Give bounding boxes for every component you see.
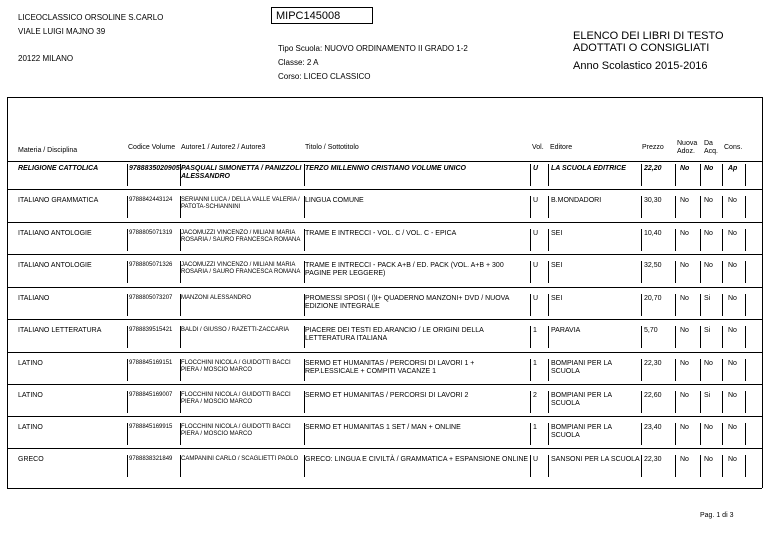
cell-divider <box>641 261 642 283</box>
cell-divider <box>745 229 746 251</box>
cell-divider <box>304 294 305 316</box>
cell-divider <box>530 261 531 283</box>
cell-divider <box>530 455 531 477</box>
cell-autori: JACOMUZZI VINCENZO / MILIANI MARIA ROSARIA / SAURO FRANCESCA ROMANA <box>181 262 301 275</box>
cell-titolo: TERZO MILLENNIO CRISTIANO VOLUME UNICO <box>305 165 466 172</box>
cell-titolo: GRECO: LINGUA E CIVILTÀ / GRAMMATICA + ESPANSIONE ONLINE <box>305 456 529 463</box>
col-materia: Materia / Disciplina <box>18 147 78 154</box>
cell-divider <box>304 164 305 186</box>
cell-titolo: SERMO ET HUMANITAS 1 SET / MAN + ONLINE <box>305 424 461 431</box>
cell-autori: CAMPANINI CARLO / SCAGLIETTI PAOLO <box>181 456 299 462</box>
cell-divider <box>675 359 676 381</box>
cell-prezzo: 22,20 <box>644 165 662 172</box>
col-codice: Codice Volume <box>128 144 176 151</box>
cell-da: Si <box>704 327 711 334</box>
cell-divider <box>722 229 723 251</box>
doc-title-line1: ELENCO DEI LIBRI DI TESTO <box>573 30 724 42</box>
cell-materia: ITALIANO <box>18 295 50 302</box>
cell-divider <box>548 391 549 413</box>
cell-editore: PARAVIA <box>551 327 581 334</box>
cell-divider <box>675 261 676 283</box>
cell-divider <box>548 326 549 348</box>
cell-materia: ITALIANO GRAMMATICA <box>18 197 99 204</box>
cell-divider <box>700 326 701 348</box>
cell-cons: No <box>728 295 737 302</box>
cell-divider <box>745 164 746 186</box>
cell-divider <box>745 196 746 218</box>
cell-editore: SEI <box>551 230 563 237</box>
row-divider <box>7 189 762 190</box>
cell-divider <box>548 423 549 445</box>
cell-divider <box>127 294 128 316</box>
cell-divider <box>700 423 701 445</box>
cell-divider <box>722 196 723 218</box>
cell-editore: LA SCUOLA EDITRICE <box>551 165 626 172</box>
cell-vol: 2 <box>533 392 537 399</box>
cell-divider <box>700 294 701 316</box>
cell-divider <box>304 326 305 348</box>
school-city: 20122 MILANO <box>18 54 74 63</box>
cell-da: Si <box>704 295 711 302</box>
cell-divider <box>304 423 305 445</box>
cell-titolo: LINGUA COMUNE <box>305 197 364 204</box>
cell-divider <box>722 391 723 413</box>
cell-divider <box>127 391 128 413</box>
cell-codice: 9788805071326 <box>129 262 173 268</box>
cell-autori: SERIANNI LUCA / DELLA VALLE VALERIA / PATOTA-SCHIANNINI <box>181 197 300 210</box>
cell-divider <box>745 294 746 316</box>
cell-divider <box>548 261 549 283</box>
cell-vol: 1 <box>533 424 537 431</box>
cell-nuova: No <box>680 262 689 269</box>
cell-cons: No <box>728 392 737 399</box>
cell-codice: 9788845169151 <box>129 360 173 366</box>
cell-editore: SEI <box>551 295 563 302</box>
cell-autori: FLOCCHINI NICOLA / GUIDOTTI BACCI PIERA / MOSCIO MARCO <box>181 424 291 437</box>
cell-divider <box>548 455 549 477</box>
cell-vol: U <box>533 456 539 463</box>
cell-nuova: No <box>680 327 689 334</box>
school-address: VIALE LUIGI MAJNO 39 <box>18 27 106 36</box>
row-divider <box>7 416 762 417</box>
cell-codice: 9788835020905 <box>129 165 180 172</box>
cell-divider <box>304 229 305 251</box>
row-divider <box>7 352 762 353</box>
cell-prezzo: 5,70 <box>644 327 658 334</box>
cell-vol: U <box>533 197 539 204</box>
cell-divider <box>127 423 128 445</box>
cell-divider <box>745 261 746 283</box>
cell-divider <box>304 261 305 283</box>
cell-editore: SANSONI PER LA SCUOLA <box>551 456 640 463</box>
cell-prezzo: 22,30 <box>644 360 662 367</box>
cell-nuova: No <box>680 424 689 431</box>
cell-divider <box>675 455 676 477</box>
cell-codice: 9788839515421 <box>129 327 173 333</box>
cell-divider <box>745 455 746 477</box>
cell-titolo: PIACERE DEI TESTI ED.ARANCIO / LE ORIGINI DELLA LETTERATURA ITALIANA <box>305 327 484 342</box>
cell-divider <box>530 229 531 251</box>
cell-divider <box>745 423 746 445</box>
cell-da: No <box>704 165 714 172</box>
cell-divider <box>641 196 642 218</box>
cell-materia: LATINO <box>18 424 43 431</box>
cell-divider <box>641 359 642 381</box>
cell-prezzo: 30,30 <box>644 197 662 204</box>
cell-vol: 1 <box>533 360 537 367</box>
cell-cons: No <box>728 360 737 367</box>
cell-titolo: TRAME E INTRECCI - VOL. C / VOL. C - EPICA <box>305 230 457 237</box>
cell-divider <box>530 423 531 445</box>
cell-divider <box>641 326 642 348</box>
school-name: LICEOCLASSICO ORSOLINE S.CARLO <box>18 13 164 22</box>
table-header-divider <box>7 161 762 162</box>
cell-cons: No <box>728 456 737 463</box>
cell-nuova: No <box>680 165 690 172</box>
cell-divider <box>745 359 746 381</box>
cell-editore: BOMPIANI PER LA SCUOLA <box>551 424 612 439</box>
cell-divider <box>700 196 701 218</box>
cell-nuova: No <box>680 360 689 367</box>
col-nuova-1: Nuova <box>677 140 698 147</box>
cell-titolo: SERMO ET HUMANITAS / PERCORSI DI LAVORI 1 + REP.LESSICALE + COMPITI VACANZE 1 <box>305 360 475 375</box>
cell-codice: 9788845169915 <box>129 424 173 430</box>
cell-da: No <box>704 230 713 237</box>
cell-divider <box>700 261 701 283</box>
cell-editore: SEI <box>551 262 563 269</box>
cell-prezzo: 32,50 <box>644 262 662 269</box>
cell-autori: PASQUALI SIMONETTA / PANIZZOLI ALESSANDRO <box>181 165 302 180</box>
frame-right <box>762 97 763 488</box>
cell-divider <box>641 229 642 251</box>
cell-divider <box>722 423 723 445</box>
cell-autori: FLOCCHINI NICOLA / GUIDOTTI BACCI PIERA / MOSCIO MARCO <box>181 360 291 373</box>
cell-divider <box>722 326 723 348</box>
cell-divider <box>745 391 746 413</box>
cell-divider <box>530 359 531 381</box>
cell-da: No <box>704 456 713 463</box>
cell-divider <box>641 391 642 413</box>
cell-vol: U <box>533 165 539 172</box>
cell-divider <box>641 423 642 445</box>
cell-cons: No <box>728 424 737 431</box>
cell-divider <box>127 229 128 251</box>
cell-codice: 9788838321849 <box>129 456 173 462</box>
page-number: Pag. 1 di 3 <box>700 512 734 519</box>
cell-prezzo: 22,30 <box>644 456 662 463</box>
cell-divider <box>548 359 549 381</box>
cell-materia: LATINO <box>18 360 43 367</box>
cell-divider <box>180 261 181 283</box>
cell-materia: ITALIANO ANTOLOGIE <box>18 262 92 269</box>
cell-vol: U <box>533 262 539 269</box>
cell-da: Si <box>704 392 711 399</box>
cell-divider <box>675 294 676 316</box>
cell-divider <box>180 294 181 316</box>
cell-codice: 9788842443124 <box>129 197 173 203</box>
cell-cons: No <box>728 327 737 334</box>
col-da-1: Da <box>704 140 713 147</box>
cell-divider <box>530 294 531 316</box>
cell-materia: GRECO <box>18 456 44 463</box>
cell-cons: No <box>728 197 737 204</box>
cell-da: No <box>704 360 713 367</box>
cell-divider <box>180 455 181 477</box>
header-divider <box>7 97 762 98</box>
cell-divider <box>745 326 746 348</box>
cell-cons: No <box>728 230 737 237</box>
row-divider <box>7 319 762 320</box>
classe: Classe: 2 A <box>278 58 319 67</box>
cell-divider <box>304 391 305 413</box>
cell-divider <box>700 455 701 477</box>
cell-prezzo: 10,40 <box>644 230 662 237</box>
cell-divider <box>180 229 181 251</box>
cell-divider <box>127 261 128 283</box>
cell-prezzo: 20,70 <box>644 295 662 302</box>
tipo-scuola: Tipo Scuola: NUOVO ORDINAMENTO II GRADO 1-2 <box>278 44 468 53</box>
cell-titolo: PROMESSI SPOSI ( I)I+ QUADERNO MANZONI+ DVD / NUOVA EDIZIONE INTEGRALE <box>305 295 510 310</box>
cell-nuova: No <box>680 197 689 204</box>
cell-materia: RELIGIONE CATTOLICA <box>18 165 99 172</box>
col-editore: Editore <box>550 144 573 151</box>
cell-vol: 1 <box>533 327 537 334</box>
cell-editore: BOMPIANI PER LA SCUOLA <box>551 360 612 375</box>
cell-divider <box>530 391 531 413</box>
cell-divider <box>700 229 701 251</box>
row-divider <box>7 448 762 449</box>
cell-codice: 9788805071319 <box>129 230 173 236</box>
cell-nuova: No <box>680 392 689 399</box>
cell-divider <box>675 196 676 218</box>
cell-divider <box>722 359 723 381</box>
cell-divider <box>722 164 723 186</box>
cell-autori: MANZONI ALESSANDRO <box>181 295 252 301</box>
cell-divider <box>548 229 549 251</box>
cell-prezzo: 23,40 <box>644 424 662 431</box>
cell-divider <box>675 423 676 445</box>
cell-autori: BALDI / GIUSSO / RAZETTI-ZACCARIA <box>181 327 290 333</box>
col-nuova-2: Adoz. <box>677 148 695 155</box>
corso: Corso: LICEO CLASSICO <box>278 72 371 81</box>
cell-divider <box>180 196 181 218</box>
cell-divider <box>530 196 531 218</box>
cell-divider <box>700 391 701 413</box>
cell-divider <box>180 359 181 381</box>
cell-autori: FLOCCHINI NICOLA / GUIDOTTI BACCI PIERA / MOSCIO MARCO <box>181 392 291 405</box>
col-vol: Vol. <box>532 144 544 151</box>
cell-divider <box>641 294 642 316</box>
cell-divider <box>304 359 305 381</box>
cell-divider <box>722 455 723 477</box>
cell-divider <box>675 391 676 413</box>
cell-divider <box>700 359 701 381</box>
cell-divider <box>304 196 305 218</box>
cell-da: No <box>704 262 713 269</box>
cell-nuova: No <box>680 230 689 237</box>
col-autori: Autore1 / Autore2 / Autore3 <box>181 144 266 151</box>
cell-nuova: No <box>680 295 689 302</box>
cell-vol: U <box>533 295 539 302</box>
cell-divider <box>127 164 128 186</box>
cell-divider <box>530 326 531 348</box>
col-da-2: Acq. <box>704 148 719 155</box>
frame-left <box>7 97 8 488</box>
cell-divider <box>675 326 676 348</box>
col-cons: Cons. <box>724 144 743 151</box>
cell-divider <box>127 455 128 477</box>
cell-divider <box>675 164 676 186</box>
cell-da: No <box>704 197 713 204</box>
cell-materia: ITALIANO ANTOLOGIE <box>18 230 92 237</box>
cell-divider <box>548 294 549 316</box>
table-bottom <box>7 488 762 489</box>
cell-editore: BOMPIANI PER LA SCUOLA <box>551 392 612 407</box>
cell-divider <box>180 423 181 445</box>
cell-divider <box>641 455 642 477</box>
cell-divider <box>722 294 723 316</box>
cell-nuova: No <box>680 456 689 463</box>
cell-divider <box>548 164 549 186</box>
row-divider <box>7 287 762 288</box>
row-divider <box>7 384 762 385</box>
cell-cons: Ap <box>728 165 738 172</box>
cell-codice: 9788805073207 <box>129 295 173 301</box>
cell-divider <box>127 326 128 348</box>
cell-divider <box>641 164 642 186</box>
cell-vol: U <box>533 230 539 237</box>
cell-editore: B.MONDADORI <box>551 197 602 204</box>
cell-materia: LATINO <box>18 392 43 399</box>
cell-divider <box>675 229 676 251</box>
col-titolo: Titolo / Sottotitolo <box>305 144 359 151</box>
cell-autori: JACOMUZZI VINCENZO / MILIANI MARIA ROSARIA / SAURO FRANCESCA ROMANA <box>181 230 301 243</box>
cell-titolo: SERMO ET HUMANITAS / PERCORSI DI LAVORI 2 <box>305 392 469 399</box>
row-divider <box>7 222 762 223</box>
cell-divider <box>180 164 181 186</box>
school-year: Anno Scolastico 2015-2016 <box>573 60 708 72</box>
cell-divider <box>127 359 128 381</box>
cell-divider <box>530 164 531 186</box>
cell-divider <box>722 261 723 283</box>
cell-materia: ITALIANO LETTERATURA <box>18 327 102 334</box>
col-prezzo: Prezzo <box>642 144 664 151</box>
row-divider <box>7 254 762 255</box>
cell-cons: No <box>728 262 737 269</box>
cell-divider <box>127 196 128 218</box>
cell-codice: 9788845169007 <box>129 392 173 398</box>
cell-prezzo: 22,60 <box>644 392 662 399</box>
school-code: MIPC145008 <box>271 7 373 24</box>
cell-divider <box>180 391 181 413</box>
cell-divider <box>304 455 305 477</box>
cell-divider <box>548 196 549 218</box>
cell-da: No <box>704 424 713 431</box>
cell-divider <box>180 326 181 348</box>
cell-divider <box>700 164 701 186</box>
doc-title-line2: ADOTTATI O CONSIGLIATI <box>573 42 710 54</box>
cell-titolo: TRAME E INTRECCI - PACK A+B / ED. PACK (VOL. A+B + 300 PAGINE PER LEGGERE) <box>305 262 504 277</box>
